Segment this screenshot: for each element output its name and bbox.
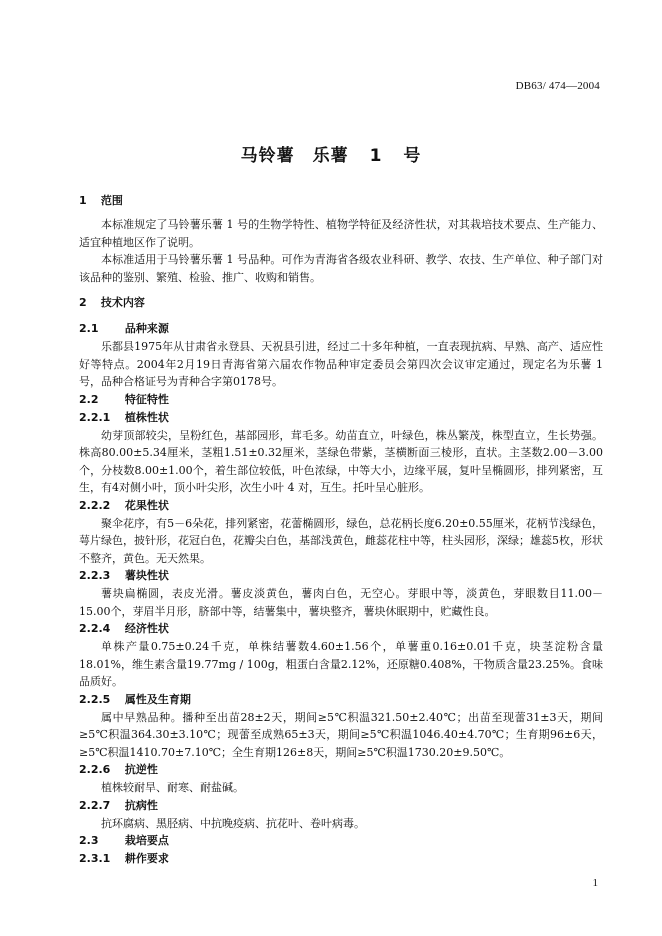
subsection-heading-flower: [79, 497, 603, 515]
section-number: 2.2.2: [79, 498, 111, 512]
section-number: 2.2.4: [79, 622, 111, 635]
paragraph: 本标准规定了马铃薯乐薯 1 号的生物学特性、植物学特征及经济性状，对其栽培技术要点、生产能力、适宜种植地区作了说明。: [79, 218, 603, 249]
section-title: 抗逆性: [124, 763, 158, 776]
section-title: 抗病性: [124, 798, 158, 812]
section-title: 耕作要求: [124, 852, 169, 865]
section-number: 2.2.7: [79, 798, 111, 812]
section-heading-scope: [79, 192, 603, 210]
section-number: 2.2.1: [79, 410, 111, 424]
subsection-heading-growth: [79, 691, 603, 709]
subsection-heading-origin: [79, 320, 603, 338]
section-number: 2: [79, 296, 87, 309]
paragraph: 乐都县1975年从甘肃省永登县、天祝县引进，经过二十多年种植，一直表现抗病、早熟、高产、适应性好等特点。2004年2月19日青海省第六届农作物品种审定委员会第四次会议审定通过，现定名为乐薯 1 号，品种合格证号为青种合字第0178号。: [79, 340, 603, 388]
paragraph: 单株产量0.75±0.24千克，单株结薯数4.60±1.56个，单薯重0.16±0.01千克，块茎淀粉含量18.01%，维生素含量19.77mg / 100g，粗蛋白含量2.12%，还原糖0.408%，干物质含量23.25%。食味品质好。: [79, 640, 603, 688]
paragraph: 属中早熟品种。播种至出苗28±2天，期间≥5℃积温321.50±2.40℃；出苗至现蕾31±3天，期间≥5℃积温364.30±3.10℃；现蕾至成熟65±3天，期间≥5℃积温1046.40±4.70℃；生育期96±6天，≥5℃积温1410.70±7.10℃；全生育期126±8天，期间≥5℃积温1730.20±9.50℃。: [79, 710, 603, 759]
section-number: 2.2: [79, 392, 99, 406]
section-title: 技术内容: [100, 296, 145, 309]
section-number: 2.3.1: [79, 852, 111, 865]
subsection-heading-characteristics: [79, 391, 603, 409]
paragraph: 幼芽顶部较尖，呈粉红色，基部园形，茸毛多。幼苗直立，叶绿色，株丛繁茂，株型直立，生长势强。株高80.00±5.34厘米，茎粗1.51±0.32厘米，茎绿色带紫，茎横断面三棱形，直状。主茎数2.00－3.00个，分枝数8.00±1.00个，着生部位较低，叶色浓绿，中等大小，边缘平展，复叶呈椭圆形，排列紧密，互生，有4对侧小叶，顶小叶尖形，次生小叶 4 对，互生。托叶呈心脏形。: [79, 428, 603, 494]
section-title: 植株性状: [124, 410, 169, 424]
subsection-heading-disease: [79, 797, 603, 815]
section-number: 2.2.6: [79, 763, 111, 776]
paragraph: 抗环腐病、黑胫病、中抗晚疫病、抗花叶、卷叶病毒。: [101, 816, 365, 830]
section-title: 属性及生育期: [124, 692, 191, 706]
section-title: 栽培要点: [124, 834, 169, 847]
paragraph: 本标准适用于马铃薯乐薯 1 号品种。可作为青海省各级农业科研、教学、农技、生产单位、种子部门对该品种的鉴别、繁殖、检验、推广、收购和销售。: [79, 253, 603, 284]
paragraph: 植株较耐旱、耐寒、耐盐碱。: [101, 781, 244, 794]
section-title: 薯块性状: [124, 569, 169, 582]
section-number: 1: [79, 194, 87, 207]
paragraph: 聚伞花序，有5－6朵花，排列紧密，花蕾椭圆形，绿色，总花柄长度6.20±0.55厘米，花柄节浅绿色，萼片绿色，披针形，花冠白色，花瓣尖白色，基部浅黄色，雌蕊花柱中等，柱头园形，深绿；雄蕊5枚，形状不整齐，黄色。无天然果。: [79, 516, 603, 565]
section-number: 2.1: [79, 322, 99, 335]
document-code: DB63/ 474—2004: [515, 80, 600, 92]
section-title: 经济性状: [124, 622, 169, 635]
page-title: 马铃薯 乐薯 1 号: [240, 146, 422, 166]
section-title: 花果性状: [124, 498, 169, 512]
subsection-heading-cultivation: [79, 832, 603, 850]
section-number: 2.2.3: [79, 569, 111, 582]
subsection-heading-economic: [79, 620, 603, 638]
section-title: 范围: [100, 194, 123, 207]
document-body: [79, 192, 603, 868]
page-number: 1: [592, 877, 598, 889]
paragraph: 薯块扁椭圆，表皮光滑。薯皮淡黄色，薯肉白色，无空心。芽眼中等，淡黄色，芽眼数目11.00－15.00个，芽眉半月形，脐部中等，结薯集中，薯块整齐，薯块休眠期中，贮藏性良。: [79, 587, 603, 618]
section-heading-technical: [79, 294, 603, 312]
subsection-heading-tillage: [79, 850, 603, 868]
section-title: 品种来源: [124, 322, 169, 335]
section-number: 2.2.5: [79, 692, 111, 706]
section-number: 2.3: [79, 834, 99, 847]
subsection-heading-tuber: [79, 567, 603, 585]
subsection-heading-plant: [79, 409, 603, 427]
subsection-heading-stress: [79, 761, 603, 779]
section-title: 特征特性: [124, 392, 169, 406]
